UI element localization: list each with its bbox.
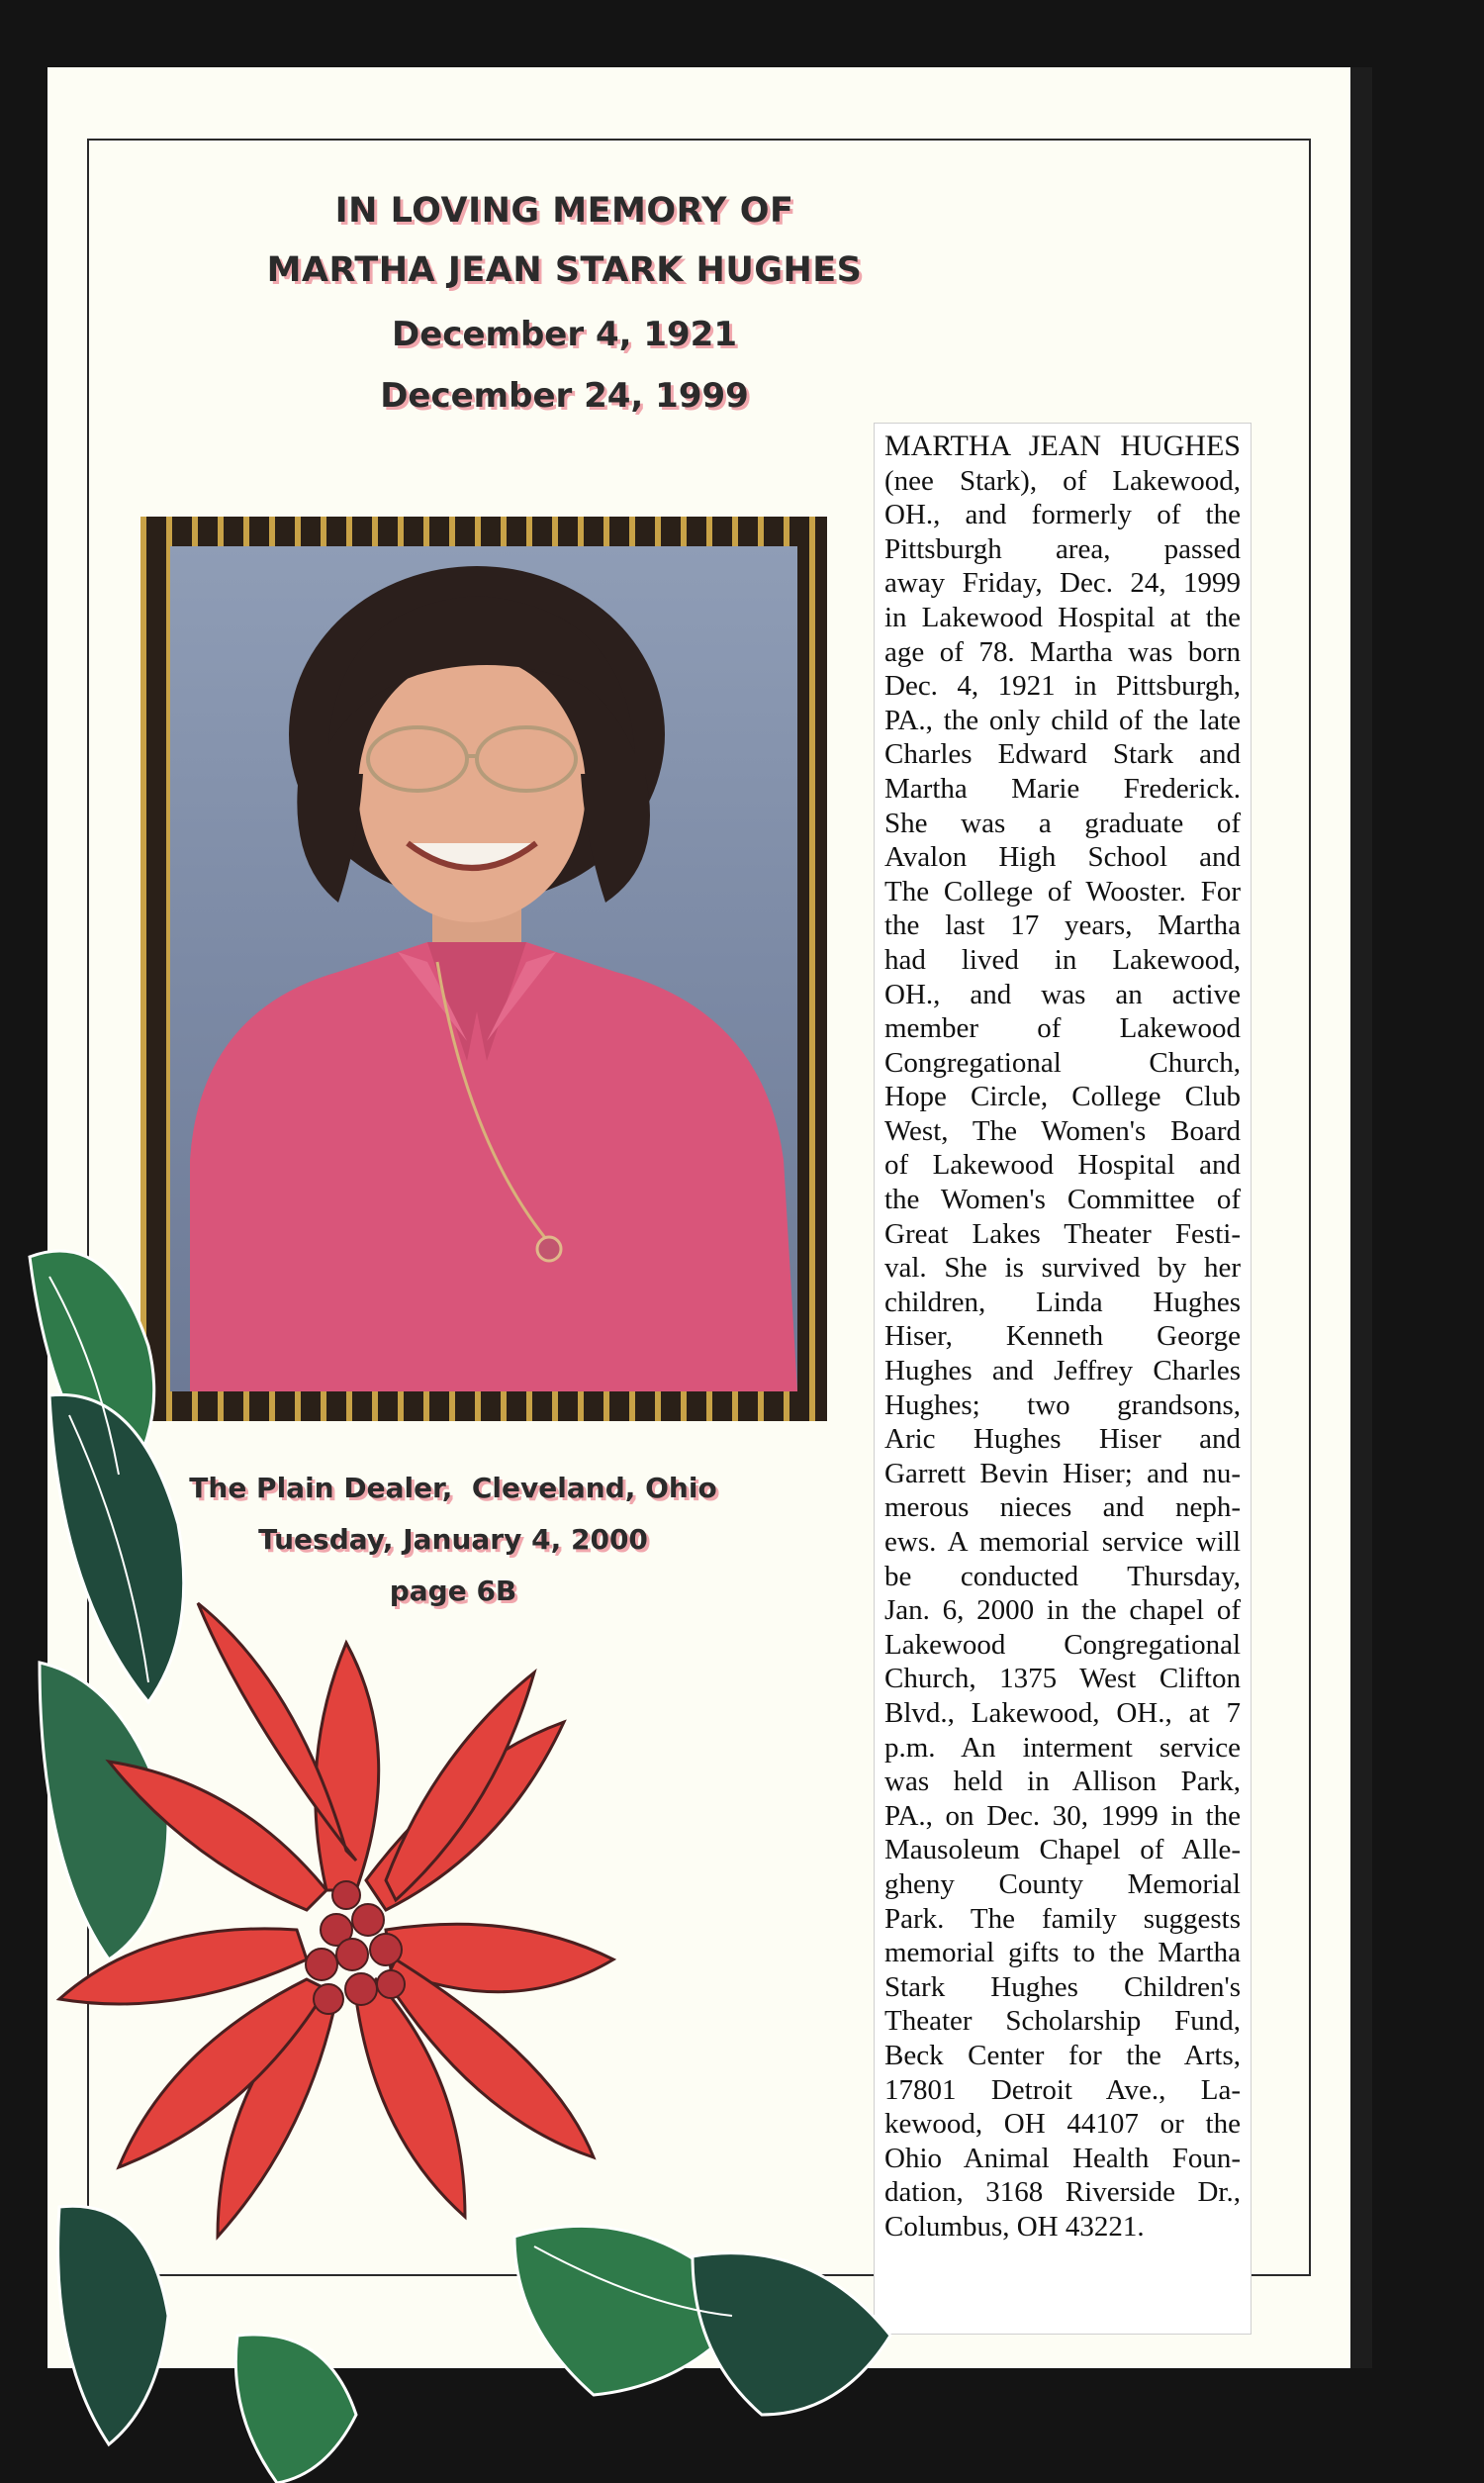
obituary-line: Garrett Bevin Hiser; and nu-	[884, 1457, 1241, 1489]
obituary-line: Avalon High School and	[884, 841, 1241, 874]
obituary-line: Pittsburgh area, passed	[884, 532, 1241, 565]
obituary-line: Hiser, Kenneth George	[884, 1320, 1241, 1353]
obituary-line: be conducted Thursday,	[884, 1560, 1241, 1592]
obituary-line: Columbus, OH 43221.	[884, 2210, 1145, 2243]
obituary-line: Church, 1375 West Clifton	[884, 1663, 1241, 1695]
obituary-line: Hughes and Jeffrey Charles	[884, 1355, 1241, 1387]
obituary-line: was held in Allison Park,	[884, 1766, 1241, 1798]
obituary-line: p.m. An interment service	[884, 1731, 1241, 1764]
obituary-line: Jan. 6, 2000 in the chapel of	[884, 1594, 1241, 1627]
obituary-line: Martha Marie Frederick.	[884, 772, 1241, 805]
obituary-line: Hughes; two grandsons,	[884, 1388, 1241, 1421]
poinsettia-icon	[0, 1168, 950, 2483]
page-number: page 6B	[389, 1575, 517, 1607]
obituary-line: OH., and was an active	[884, 978, 1241, 1010]
obituary-line: age of 78. Martha was born	[884, 635, 1241, 668]
obituary-line: Ohio Animal Health Foun-	[884, 2142, 1241, 2174]
death-date: December 24, 1999	[380, 376, 749, 416]
obituary-line: 17801 Detroit Ave., La-	[884, 2073, 1241, 2106]
obituary-line: memorial gifts to the Martha	[884, 1937, 1241, 1969]
publication-date: Tuesday, January 4, 2000	[258, 1523, 648, 1556]
obituary-line: Hope Circle, College Club	[884, 1081, 1241, 1113]
obituary-line: Park. The family suggests	[884, 1902, 1241, 1935]
deceased-name: MARTHA JEAN STARK HUGHES	[266, 250, 863, 290]
obituary-line: gheny County Memorial	[884, 1867, 1241, 1900]
obituary-line: Dec. 4, 1921 in Pittsburgh,	[884, 670, 1241, 703]
obituary-line: MARTHA JEAN HUGHES	[884, 430, 1241, 462]
obituary-line: member of Lakewood	[884, 1012, 1241, 1045]
obituary-line: OH., and formerly of the	[884, 499, 1241, 531]
obituary-line: dation, 3168 Riverside Dr.,	[884, 2176, 1241, 2209]
obituary-line: had lived in Lakewood,	[884, 943, 1241, 976]
obituary-line: the Women's Committee of	[884, 1184, 1241, 1216]
obituary-line: (nee Stark), of Lakewood,	[884, 464, 1241, 497]
obituary-line: of Lakewood Hospital and	[884, 1149, 1241, 1182]
memorial-heading: IN LOVING MEMORY OF	[334, 191, 794, 231]
obituary-line: Blvd., Lakewood, OH., at 7	[884, 1696, 1241, 1729]
obituary-line: Charles Edward Stark and	[884, 738, 1241, 771]
obituary-line: Aric Hughes Hiser and	[884, 1423, 1241, 1456]
obituary-line: the last 17 years, Martha	[884, 909, 1241, 942]
obituary-line: Mausoleum Chapel of Alle-	[884, 1834, 1241, 1866]
obituary-line: kewood, OH 44107 or the	[884, 2108, 1241, 2141]
newspaper-name: The Plain Dealer, Cleveland, Ohio	[189, 1472, 717, 1504]
obituary-line: val. She is survived by her	[884, 1252, 1241, 1285]
obituary-line: Beck Center for the Arts,	[884, 2039, 1241, 2071]
obituary-line: merous nieces and neph-	[884, 1491, 1241, 1524]
obituary-line: Lakewood Congregational	[884, 1628, 1241, 1661]
obituary-line: PA., the only child of the late	[884, 704, 1241, 736]
obituary-line: Theater Scholarship Fund,	[884, 2005, 1241, 2038]
obituary-line: away Friday, Dec. 24, 1999	[884, 567, 1241, 600]
obituary-line: The College of Wooster. For	[884, 875, 1241, 907]
obituary-line: She was a graduate of	[884, 807, 1241, 839]
obituary-line: Great Lakes Theater Festi-	[884, 1217, 1241, 1250]
obituary-line: PA., on Dec. 30, 1999 in the	[884, 1799, 1241, 1832]
obituary-line: Congregational Church,	[884, 1046, 1241, 1079]
obituary-line: West, The Women's Board	[884, 1114, 1241, 1147]
obituary-line: in Lakewood Hospital at the	[884, 601, 1241, 633]
birth-date: December 4, 1921	[392, 315, 737, 354]
obituary-line: ews. A memorial service will	[884, 1526, 1241, 1558]
obituary-line: children, Linda Hughes	[884, 1286, 1241, 1318]
obituary-line: Stark Hughes Children's	[884, 1970, 1241, 2003]
